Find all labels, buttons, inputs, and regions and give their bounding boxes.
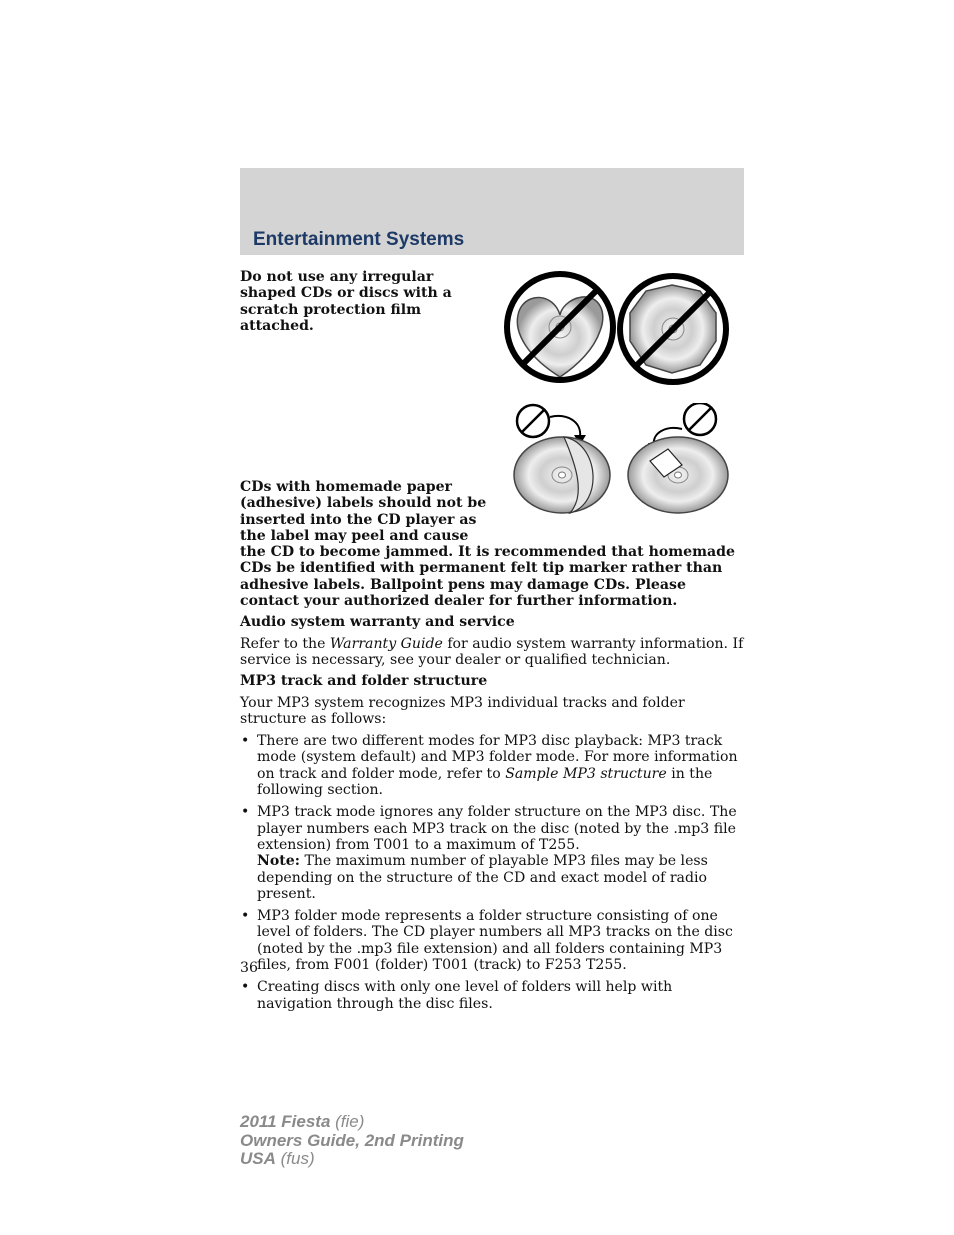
bullet-text: MP3 folder mode represents a folder structure consisting of one level of folders. The CD player numbers all MP3 tracks on the disc (noted by the .mp3 file extension) and all folders containing MP3 files, from F001 (folder) T001 (track) to F253 T255. [257,908,733,974]
warranty-text-end: for audio system warranty information. If service is necessary, see your dealer or qualified technician. [240,635,744,668]
footer-guide: Owners Guide, 2nd Printing [240,1130,464,1150]
mp3-intro: Your MP3 system recognizes MP3 individual tracks and folder structure as follows: [240,694,685,727]
footer-market: USA [240,1149,276,1169]
bullet-text: MP3 track mode ignores any folder structure on the MP3 disc. The player numbers each MP3 track on the disc (noted by the .mp3 file extension) from T001 to a maximum of T255. [257,804,737,853]
warranty-heading: Audio system warranty and service [240,614,515,631]
note-label: Note: [257,853,300,870]
irregular-disc-figure [504,269,744,393]
mp3-bullet-list [240,733,744,1012]
bullet-text: in the following section. [257,765,713,799]
list-item [240,804,744,902]
irregular-disc-warning: Do not use any irregular shaped CDs or discs with a scratch protection film attached. [240,269,452,334]
page-content [240,269,744,1018]
section-header-band [240,168,744,255]
bullet-text: There are two different modes for MP3 disc playback: MP3 track mode (system default) and MP3 folder mode. For more information on track and folder mode, refer to [257,733,738,782]
label-disc-figure [504,403,744,523]
no-octagon-disc-icon [620,276,726,382]
footer-market-code: (fus) [275,1149,315,1169]
mp3-heading: MP3 track and folder structure [240,673,488,690]
warranty-guide-ref: Warranty Guide [329,635,443,652]
footer-line-guide [240,1132,464,1151]
footer-line-model [240,1113,464,1132]
list-item [240,733,744,798]
document-footer [240,1113,464,1169]
list-item [240,979,744,1012]
footer-model-code: (fie) [330,1112,365,1131]
warranty-text-start: Refer to the [240,635,330,652]
footer-model: 2011 Fiesta [240,1112,331,1131]
page-number: 36 [240,960,258,976]
note-text: The maximum number of playable MP3 files may be less depending on the structure of the CD and exact model of radio present. [257,853,708,902]
warranty-text [240,636,744,669]
section-title: Entertainment Systems [253,229,465,250]
no-label-disc-icon [514,405,610,513]
adhesive-label-warning: CDs with homemade paper (adhesive) labels should not be inserted into the CD player as the label may peel and cause the CD to become jammed. It is recommended that homemade CDs be identified with permanent felt tip marker rather than adhesive labels. Ballpoint pens may damage CDs. Please contact your authorized dealer for further information. [240,479,735,610]
sample-structure-ref: Sample MP3 structure [505,765,667,782]
list-item [240,908,744,973]
no-heart-disc-icon [507,274,613,380]
footer-line-market [240,1150,464,1169]
bullet-text: Creating discs with only one level of folders will help with navigation through the disc files. [257,979,673,1012]
no-label-disc-icon [628,403,728,513]
